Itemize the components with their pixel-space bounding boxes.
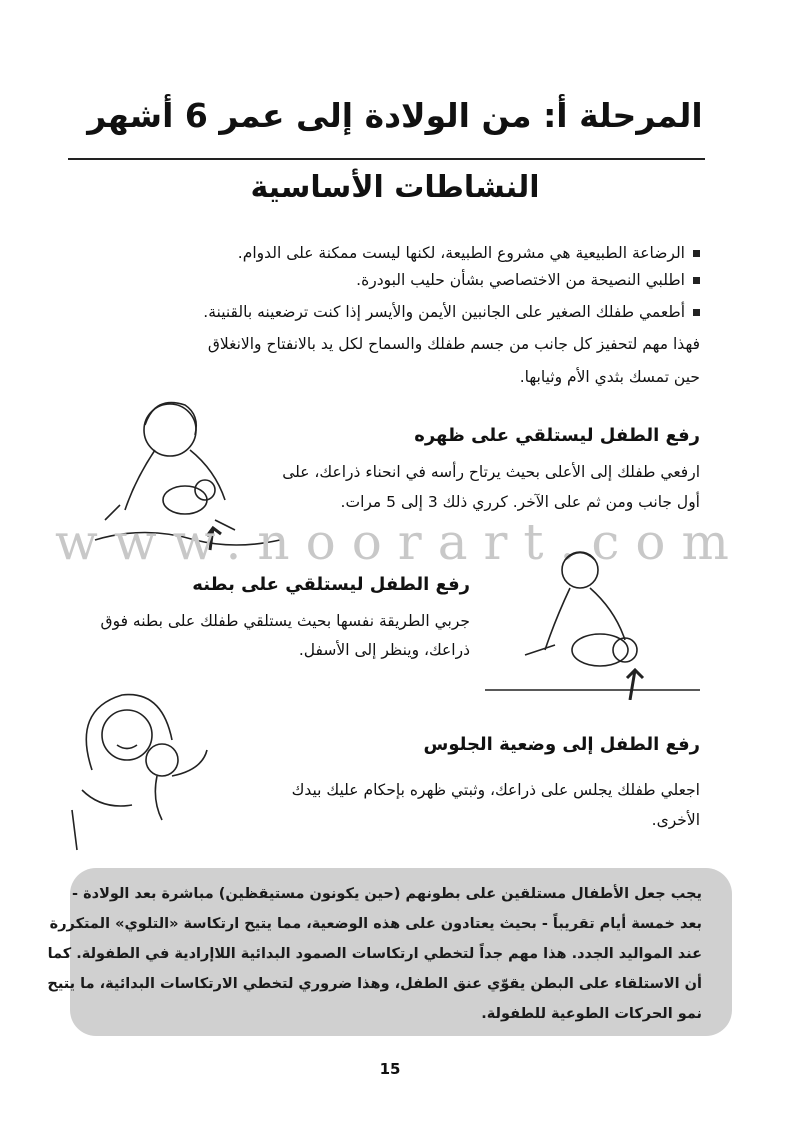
note-line: يجب جعل الأطفال مستلقين على بطونهم (حين يكونون مستيقظين) مباشرة بعد الولادة - [72,886,702,902]
section-heading: رفع الطفل ليستلقي على بطنه [192,574,470,595]
section-text: أول جانب ومن ثم على الآخر. كرري ذلك 3 إلى 5 مرات. [340,493,700,511]
bullet-item: اطلبي النصيحة من الاختصاصي بشأن حليب البودرة. [356,270,700,290]
note-line: نمو الحركات الطوعية للطفولة. [481,1006,702,1022]
section-title: النشاطات الأساسية [250,170,540,205]
section-text: ذراعك، وينظر إلى الأسفل. [298,641,470,659]
section-text: جربي الطريقة نفسها بحيث يستلقي طفلك على بطنه فوق [100,612,470,630]
page-number: 15 [379,1060,401,1078]
bullet-continuation: حين تمسك بثدي الأم وثيابها. [519,368,700,386]
bullet-continuation: فهذا مهم لتحفيز كل جانب من جسم طفلك والسماح لكل يد بالانفتاح والانغلاق [207,335,700,353]
page-title: المرحلة أ: من الولادة إلى عمر 6 أشهر [87,96,703,135]
section-heading: رفع الطفل إلى وضعية الجلوس [423,734,700,755]
note-line: أن الاستلقاء على البطن يقوّي عنق الطفل، وهذا ضروري لتخطي الارتكاسات البدائية، ما يتيح [47,976,702,992]
note-line: بعد خمسة أيام تقريباً - بحيث يعتادون على هذه الوضعية، مما يتيح ارتكاسة «التلوي» المتكررة [49,916,702,932]
section-text: ارفعي طفلك إلى الأعلى بحيث يرتاح رأسه في انحناء ذراعك، على [282,463,700,481]
illustration-baby-on-belly [485,540,705,700]
note-line: عند المواليد الجدد. هذا مهم جداً لتخطي ارتكاسات الصمود البدائية اللاإرادية في الطفولة. كما [47,946,702,962]
illustration-baby-sitting [62,690,222,855]
bullet-item: الرضاعة الطبيعية هي مشروع الطبيعة، لكنها ليست ممكنة على الدوام. [238,243,700,263]
section-heading: رفع الطفل ليستلقي على ظهره [414,425,700,446]
title-divider [68,158,705,160]
watermark: www.noorart.com [55,516,745,568]
note-box [47,868,732,1036]
bullet-item: أطعمي طفلك الصغير على الجانبين الأيمن والأيسر إذا كنت ترضعينه بالقنينة. [203,302,700,322]
section-text: الأخرى. [651,811,700,829]
section-text: اجعلي طفلك يجلس على ذراعك، وثبتي ظهره بإحكام عليك بيدك [291,781,700,799]
